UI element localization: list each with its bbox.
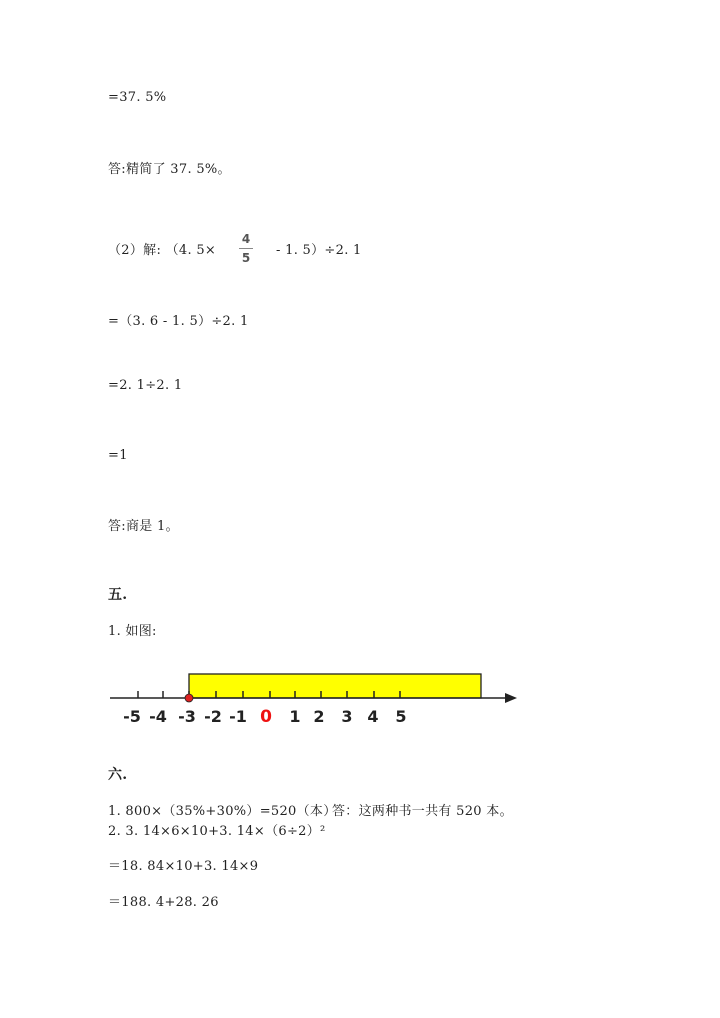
section-5-item-1: 1. 如图: bbox=[108, 624, 157, 639]
equation-line-3: =（3. 6 - 1. 5）÷2. 1 bbox=[108, 314, 249, 329]
number-line-label: 1 bbox=[289, 707, 301, 726]
equation-line-1: =37. 5% bbox=[108, 90, 167, 105]
section-6-step-2: ＝188. 4+28. 26 bbox=[108, 895, 219, 910]
number-line-figure bbox=[105, 665, 525, 730]
axis-arrow-icon bbox=[505, 693, 517, 703]
number-line-label: -1 bbox=[229, 707, 247, 726]
number-line-label: -4 bbox=[149, 707, 167, 726]
answer-line-1: 答:精简了 37. 5%。 bbox=[108, 162, 231, 177]
equation-line-4: =2. 1÷2. 1 bbox=[108, 378, 183, 393]
section-6-item-1-calc: 1. 800×（35%+30%）=520（本） bbox=[108, 804, 337, 819]
fraction-denominator: 5 bbox=[241, 251, 251, 265]
number-line-label: 0 bbox=[260, 707, 272, 727]
highlighted-region bbox=[189, 674, 481, 698]
number-line-label: 4 bbox=[367, 707, 379, 726]
number-line-label: -2 bbox=[204, 707, 222, 726]
fraction-numerator: 4 bbox=[241, 232, 251, 246]
equation-line-5: =1 bbox=[108, 448, 128, 463]
start-point-marker bbox=[185, 694, 193, 702]
section-6-item-2: 2. 3. 14×6×10+3. 14×（6÷2）² bbox=[108, 824, 326, 839]
section-5-heading: 五. bbox=[108, 587, 128, 603]
answer-line-2: 答:商是 1。 bbox=[108, 519, 179, 534]
fraction-bar bbox=[239, 248, 253, 249]
number-line-label: -3 bbox=[178, 707, 196, 726]
number-line-label: -5 bbox=[123, 707, 141, 726]
equation-prefix: （2）解: （4. 5× bbox=[108, 243, 217, 258]
equation-suffix: - 1. 5）÷2. 1 bbox=[276, 243, 362, 258]
fraction-four-fifths bbox=[236, 231, 256, 266]
number-line-label: 3 bbox=[341, 707, 353, 726]
number-line-label: 2 bbox=[313, 707, 325, 726]
section-6-heading: 六. bbox=[108, 767, 128, 783]
number-line-label: 5 bbox=[395, 707, 407, 726]
section-6-item-1-answer: 答：这两种书一共有 520 本。 bbox=[332, 804, 513, 819]
section-6-step-1: ＝18. 84×10+3. 14×9 bbox=[108, 859, 259, 874]
